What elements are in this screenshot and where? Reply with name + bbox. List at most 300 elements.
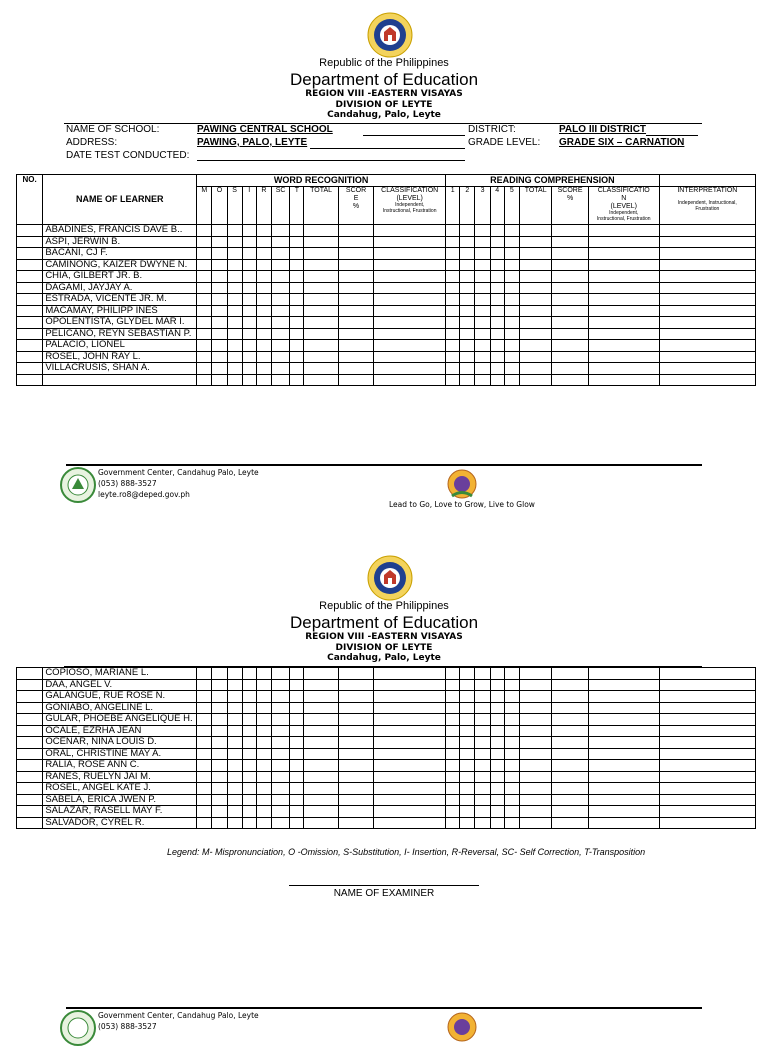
score-cell	[272, 374, 290, 385]
score-cell	[256, 363, 271, 375]
score-cell	[290, 817, 304, 829]
score-cell	[659, 771, 755, 783]
score-cell	[304, 794, 338, 806]
score-cell	[490, 317, 504, 329]
score-cell	[338, 225, 373, 237]
score-cell	[374, 748, 446, 760]
score-cell	[504, 271, 519, 283]
score-cell	[227, 702, 242, 714]
score-cell	[552, 702, 588, 714]
score-cell	[272, 668, 290, 680]
score-cell	[256, 783, 271, 795]
table-row	[17, 702, 756, 714]
table-row	[17, 351, 756, 363]
score-cell	[256, 317, 271, 329]
wr-col-t: T	[290, 187, 304, 225]
score-cell	[290, 282, 304, 294]
score-cell	[659, 248, 755, 260]
row-number-cell	[17, 225, 43, 237]
score-cell	[519, 668, 551, 680]
score-cell	[197, 317, 212, 329]
row-number-cell	[17, 702, 43, 714]
score-cell	[475, 363, 490, 375]
score-cell	[197, 248, 212, 260]
score-cell	[272, 236, 290, 248]
score-cell	[197, 351, 212, 363]
learner-name: DAA, ANGEL V.	[43, 679, 197, 691]
score-cell	[552, 282, 588, 294]
score-cell	[304, 294, 338, 306]
footer-address: Government Center, Candahug Palo, Leyte	[98, 468, 259, 477]
score-cell	[242, 679, 256, 691]
no-header: NO.	[17, 175, 43, 225]
score-cell	[242, 305, 256, 317]
score-cell	[552, 794, 588, 806]
score-cell	[197, 817, 212, 829]
footer-email: leyte.ro8@deped.gov.ph	[98, 490, 190, 499]
rc-col-total: TOTAL	[519, 187, 551, 225]
score-cell	[475, 783, 490, 795]
score-cell	[290, 771, 304, 783]
score-cell	[519, 714, 551, 726]
score-cell	[446, 271, 460, 283]
score-cell	[504, 259, 519, 271]
score-cell	[338, 725, 373, 737]
table-row	[17, 679, 756, 691]
score-cell	[304, 691, 338, 703]
wr-col-total: TOTAL	[304, 187, 338, 225]
score-cell	[272, 783, 290, 795]
score-cell	[256, 668, 271, 680]
score-cell	[519, 748, 551, 760]
score-cell	[519, 691, 551, 703]
score-cell	[212, 236, 227, 248]
score-cell	[659, 225, 755, 237]
score-cell	[552, 248, 588, 260]
score-cell	[212, 363, 227, 375]
score-cell	[227, 271, 242, 283]
score-cell	[272, 691, 290, 703]
row-number-cell	[17, 236, 43, 248]
footer-contact-page2	[98, 1010, 259, 1031]
score-cell	[256, 817, 271, 829]
row-number-cell	[17, 248, 43, 260]
score-cell	[272, 794, 290, 806]
score-cell	[659, 783, 755, 795]
score-cell	[212, 248, 227, 260]
row-number-cell	[17, 679, 43, 691]
score-cell	[290, 783, 304, 795]
score-cell	[256, 225, 271, 237]
score-cell	[272, 248, 290, 260]
score-cell	[460, 679, 475, 691]
table-row	[17, 691, 756, 703]
score-cell	[338, 305, 373, 317]
table-row	[17, 806, 756, 818]
score-cell	[659, 748, 755, 760]
score-cell	[304, 760, 338, 772]
score-cell	[519, 236, 551, 248]
score-cell	[212, 725, 227, 737]
score-cell	[504, 340, 519, 352]
score-cell	[659, 725, 755, 737]
score-cell	[242, 806, 256, 818]
score-cell	[519, 248, 551, 260]
score-cell	[504, 294, 519, 306]
score-cell	[212, 794, 227, 806]
score-cell	[446, 248, 460, 260]
table-row	[17, 328, 756, 340]
score-cell	[227, 725, 242, 737]
score-cell	[588, 248, 659, 260]
score-cell	[475, 702, 490, 714]
score-cell	[338, 668, 373, 680]
score-cell	[475, 351, 490, 363]
score-cell	[304, 282, 338, 294]
score-cell	[519, 806, 551, 818]
rc-class-sub: Independent, Instructional, Frustration	[596, 210, 651, 222]
score-cell	[338, 248, 373, 260]
location-line-page2: Candahug, Palo, Leyte	[327, 653, 441, 663]
score-cell	[212, 714, 227, 726]
score-cell	[460, 714, 475, 726]
footer-address-page2: Government Center, Candahug Palo, Leyte	[98, 1011, 259, 1020]
score-cell	[242, 374, 256, 385]
score-cell	[659, 374, 755, 385]
score-cell	[338, 817, 373, 829]
score-cell	[552, 725, 588, 737]
score-cell	[256, 679, 271, 691]
score-cell	[446, 305, 460, 317]
score-cell	[490, 282, 504, 294]
score-cell	[290, 271, 304, 283]
score-cell	[490, 737, 504, 749]
learner-name: GONIABO, ANGELINE L.	[43, 702, 197, 714]
score-cell	[460, 317, 475, 329]
score-cell	[272, 305, 290, 317]
score-cell	[256, 374, 271, 385]
score-cell	[552, 806, 588, 818]
score-cell	[256, 259, 271, 271]
score-cell	[460, 340, 475, 352]
learner-name: PALACIO, LIONEL	[43, 340, 197, 352]
score-cell	[242, 737, 256, 749]
assessment-table-page1	[16, 174, 756, 386]
row-number-cell	[17, 806, 43, 818]
score-cell	[475, 374, 490, 385]
score-cell	[374, 236, 446, 248]
score-cell	[272, 806, 290, 818]
score-cell	[338, 259, 373, 271]
score-cell	[659, 282, 755, 294]
table-row	[17, 248, 756, 260]
score-cell	[504, 351, 519, 363]
score-cell	[374, 363, 446, 375]
score-cell	[490, 714, 504, 726]
score-cell	[242, 771, 256, 783]
score-cell	[552, 294, 588, 306]
score-cell	[290, 351, 304, 363]
interp-title: INTERPRETATION	[677, 187, 738, 194]
score-cell	[504, 737, 519, 749]
score-cell	[374, 817, 446, 829]
date-label: DATE TEST CONDUCTED:	[66, 150, 190, 161]
learner-name: ASPI, JERWIN B.	[43, 236, 197, 248]
interp-top-blank	[659, 175, 755, 187]
score-cell	[290, 236, 304, 248]
score-cell	[519, 294, 551, 306]
score-cell	[475, 737, 490, 749]
score-cell	[242, 760, 256, 772]
assessment-table-page2	[16, 667, 756, 829]
division-line: DIVISION OF LEYTE	[335, 100, 433, 110]
score-cell	[272, 737, 290, 749]
score-cell	[227, 328, 242, 340]
score-cell	[504, 725, 519, 737]
score-cell	[552, 691, 588, 703]
score-cell	[227, 236, 242, 248]
score-cell	[272, 363, 290, 375]
score-cell	[256, 771, 271, 783]
score-cell	[374, 806, 446, 818]
score-cell	[227, 691, 242, 703]
score-cell	[475, 748, 490, 760]
score-cell	[490, 328, 504, 340]
score-cell	[290, 691, 304, 703]
row-number-cell	[17, 340, 43, 352]
score-cell	[490, 702, 504, 714]
score-cell	[304, 340, 338, 352]
score-cell	[374, 725, 446, 737]
score-cell	[256, 305, 271, 317]
score-cell	[475, 328, 490, 340]
score-cell	[504, 806, 519, 818]
score-cell	[460, 771, 475, 783]
score-cell	[212, 328, 227, 340]
score-cell	[374, 259, 446, 271]
score-cell	[588, 794, 659, 806]
score-cell	[490, 748, 504, 760]
score-cell	[552, 225, 588, 237]
score-cell	[197, 714, 212, 726]
school-value: PAWING CENTRAL SCHOOL	[197, 124, 333, 135]
score-cell	[272, 340, 290, 352]
table-row	[17, 794, 756, 806]
score-cell	[460, 374, 475, 385]
score-cell	[272, 771, 290, 783]
score-cell	[490, 725, 504, 737]
score-cell	[197, 737, 212, 749]
score-cell	[212, 748, 227, 760]
score-cell	[242, 282, 256, 294]
footer-rule-page2	[66, 1007, 702, 1009]
score-cell	[659, 294, 755, 306]
score-cell	[227, 351, 242, 363]
score-cell	[588, 236, 659, 248]
score-cell	[374, 374, 446, 385]
score-cell	[290, 668, 304, 680]
score-cell	[588, 271, 659, 283]
word-recognition-header: WORD RECOGNITION	[197, 175, 446, 187]
score-cell	[272, 725, 290, 737]
score-cell	[227, 668, 242, 680]
score-cell	[212, 679, 227, 691]
score-cell	[490, 340, 504, 352]
deped-seal	[367, 12, 413, 58]
row-number-cell	[17, 794, 43, 806]
score-cell	[272, 294, 290, 306]
score-cell	[338, 783, 373, 795]
score-cell	[197, 305, 212, 317]
score-cell	[460, 294, 475, 306]
score-cell	[446, 794, 460, 806]
department-title: Department of Education	[289, 70, 479, 89]
score-cell	[212, 225, 227, 237]
score-cell	[272, 817, 290, 829]
score-cell	[588, 679, 659, 691]
score-cell	[212, 351, 227, 363]
score-cell	[374, 271, 446, 283]
score-cell	[304, 702, 338, 714]
score-cell	[290, 760, 304, 772]
score-cell	[374, 340, 446, 352]
score-cell	[588, 714, 659, 726]
score-cell	[242, 794, 256, 806]
score-cell	[304, 317, 338, 329]
score-cell	[490, 374, 504, 385]
wr-class-header	[374, 187, 446, 225]
score-cell	[242, 783, 256, 795]
score-cell	[242, 294, 256, 306]
matatag-logo-icon	[444, 469, 480, 501]
score-cell	[374, 702, 446, 714]
table-row	[17, 363, 756, 375]
table-row	[17, 259, 756, 271]
score-cell	[475, 725, 490, 737]
score-cell	[304, 351, 338, 363]
score-cell	[374, 248, 446, 260]
score-cell	[338, 271, 373, 283]
footer-rule	[66, 464, 702, 466]
score-cell	[242, 817, 256, 829]
score-cell	[256, 794, 271, 806]
score-cell	[588, 259, 659, 271]
score-cell	[460, 760, 475, 772]
score-cell	[588, 702, 659, 714]
score-cell	[242, 714, 256, 726]
score-cell	[212, 760, 227, 772]
matatag-logo-icon-page2	[444, 1012, 480, 1024]
score-cell	[227, 737, 242, 749]
score-cell	[552, 317, 588, 329]
score-cell	[659, 817, 755, 829]
footer-contact	[98, 467, 259, 500]
score-cell	[552, 817, 588, 829]
score-cell	[374, 305, 446, 317]
score-cell	[227, 714, 242, 726]
score-cell	[504, 679, 519, 691]
score-cell	[338, 748, 373, 760]
score-cell	[256, 282, 271, 294]
score-cell	[552, 305, 588, 317]
score-cell	[227, 783, 242, 795]
score-cell	[475, 340, 490, 352]
score-cell	[338, 351, 373, 363]
score-cell	[490, 817, 504, 829]
score-cell	[475, 317, 490, 329]
rc-col-3: 3	[475, 187, 490, 225]
score-cell	[519, 817, 551, 829]
score-cell	[552, 668, 588, 680]
score-cell	[490, 668, 504, 680]
division-logo-icon-page2	[60, 1010, 96, 1024]
rc-class-header	[588, 187, 659, 225]
score-cell	[446, 748, 460, 760]
score-cell	[519, 771, 551, 783]
legend-text: Legend: M- Mispronunciation, O -Omission, S-Substitution, I- Insertion, R-Reversal, SC- Self Correction, T-Transposition	[167, 847, 646, 857]
score-cell	[197, 783, 212, 795]
score-cell	[197, 340, 212, 352]
location-line: Candahug, Palo, Leyte	[327, 110, 441, 120]
score-cell	[519, 225, 551, 237]
score-cell	[197, 748, 212, 760]
grade-label: GRADE LEVEL:	[468, 137, 541, 148]
score-cell	[197, 294, 212, 306]
learner-name: SABELA, ERICA JWEN P.	[43, 794, 197, 806]
rc-col-1: 1	[446, 187, 460, 225]
score-cell	[227, 679, 242, 691]
score-cell	[212, 282, 227, 294]
score-cell	[588, 771, 659, 783]
score-cell	[338, 702, 373, 714]
learner-name: ORAL, CHRISTINE MAY A.	[43, 748, 197, 760]
score-cell	[490, 363, 504, 375]
score-cell	[304, 725, 338, 737]
score-cell	[212, 259, 227, 271]
district-label: DISTRICT:	[468, 124, 516, 135]
score-cell	[304, 374, 338, 385]
score-cell	[659, 691, 755, 703]
table-row	[17, 714, 756, 726]
score-cell	[460, 794, 475, 806]
score-cell	[552, 259, 588, 271]
row-number-cell	[17, 668, 43, 680]
score-cell	[588, 737, 659, 749]
score-cell	[242, 259, 256, 271]
score-cell	[446, 282, 460, 294]
learner-name: GULAR, PHOEBE ANGELIQUE H.	[43, 714, 197, 726]
score-cell	[552, 783, 588, 795]
footer-phone: (053) 888-3527	[98, 479, 157, 488]
division-line-page2: DIVISION OF LEYTE	[335, 643, 433, 653]
score-cell	[242, 317, 256, 329]
wr-class-sub: Independent, Instructional, Frustration	[382, 202, 437, 214]
score-cell	[588, 806, 659, 818]
score-cell	[304, 225, 338, 237]
score-cell	[212, 294, 227, 306]
score-cell	[197, 725, 212, 737]
score-cell	[227, 817, 242, 829]
score-cell	[304, 806, 338, 818]
score-cell	[659, 305, 755, 317]
score-cell	[272, 748, 290, 760]
rc-col-2: 2	[460, 187, 475, 225]
name-header: NAME OF LEARNER	[43, 175, 197, 225]
score-cell	[460, 363, 475, 375]
score-cell	[374, 317, 446, 329]
score-cell	[242, 668, 256, 680]
score-cell	[446, 737, 460, 749]
